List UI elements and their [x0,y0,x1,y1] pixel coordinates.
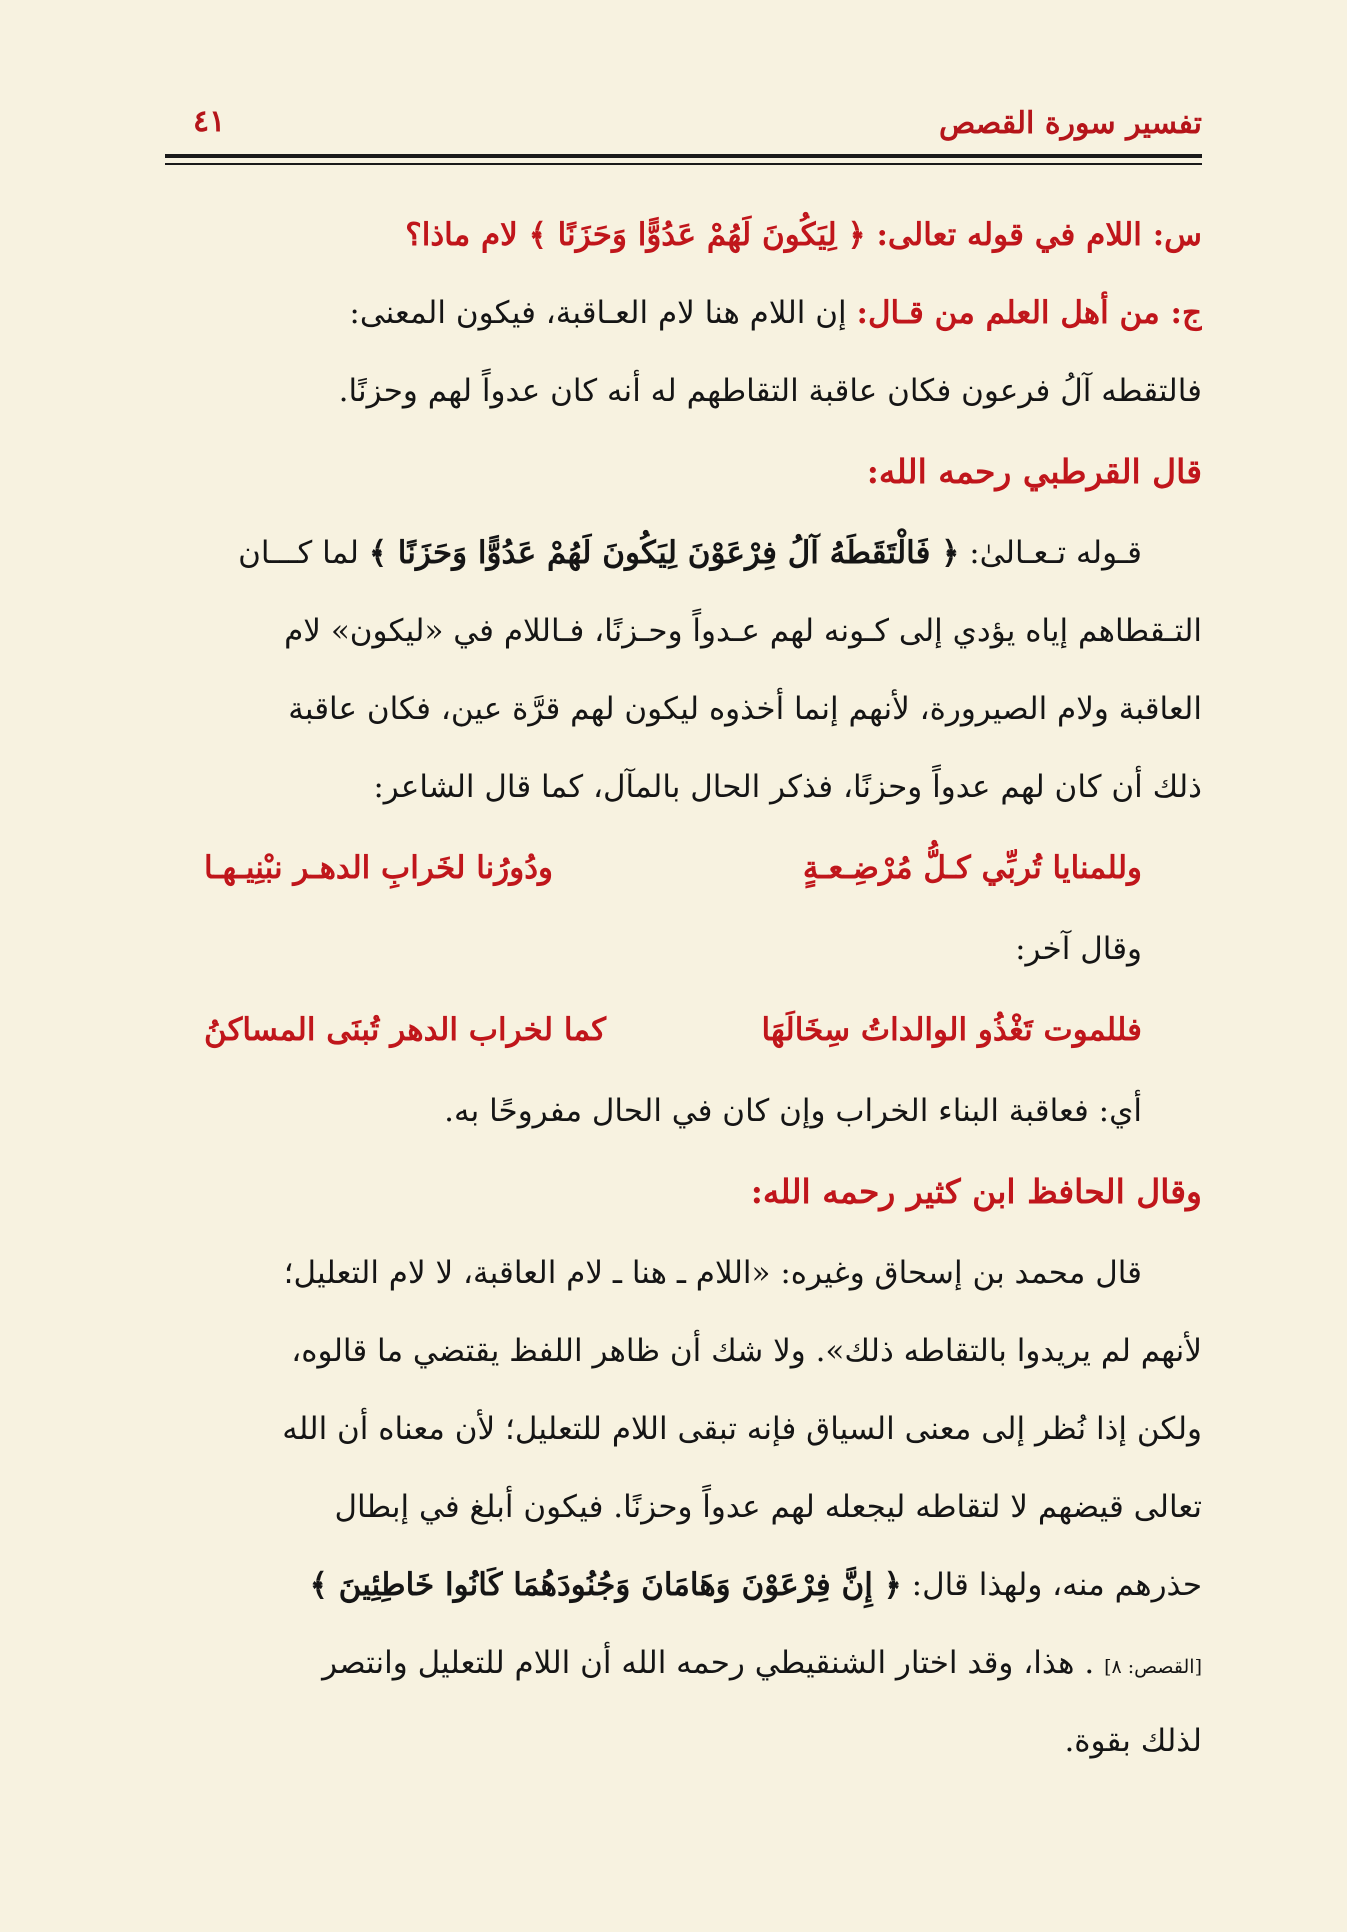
qurtubi-line-4: ذلك أن كان لهم عدواً وحزنًا، فذكر الحال بالمآل، كما قال الشاعر: [373,769,1202,805]
answer-prefix: ج: من أهل العلم من قـال: [856,295,1202,331]
qurtubi-quran: ﴿ فَالْتَقَطَهُ آلُ فِرْعَوْنَ لِيَكُونَ لَهُمْ عَدُوًّا وَحَزَنًا ﴾ [368,535,960,571]
question-line [144,196,1202,274]
ibn-kathir-line6-rest: . هذا، وقد اختار الشنقيطي رحمه الله أن اللام للتعليل وانتصر [322,1645,1095,1681]
answer-line-2: فالتقطه آلُ فرعون فكان عاقبة التقاطهم له أنه كان عدواً لهم وحزنًا. [338,373,1202,409]
question-quran: ﴿ لِيَكُونَ لَهُمْ عَدُوًّا وَحَزَنًا ﴾ [528,217,866,253]
surah-citation: [القصص: ٨] [1104,1656,1202,1678]
qurtubi-heading: قال القرطبي رحمه الله: [866,452,1202,491]
qurtubi-line-2: التـقطاهم إياه يؤدي إلى كـونه لهم عـدواً وحـزنًا، فـاللام في «ليكون» لام [284,613,1202,649]
question-suffix: لام ماذا؟ [405,217,518,253]
page-number: ٤١ [193,104,226,139]
poem-verse-2 [144,988,1202,1072]
qurtubi-line-1 [144,514,1202,592]
verse1-first-hemistich: وللمنايا تُربِّي كـلُّ مُرْضِـعـةٍ [802,850,1142,886]
header-rule-thick [165,154,1202,158]
explanation-line: أي: فعاقبة البناء الخراب وإن كان في الحال مفروحًا به. [444,1093,1142,1129]
ibn-kathir-line-5 [144,1546,1202,1624]
running-title: تفسير سورة القصص [938,106,1202,141]
page-header [165,98,1202,178]
poem-verse-1 [144,826,1202,910]
verse2-first-hemistich: فللموت تَغْذُو الوالداتُ سِخَالَهَا [761,1012,1142,1048]
question-prefix: س: اللام في قوله تعالى: [876,217,1202,253]
ibn-kathir-quran: ﴿ إِنَّ فِرْعَوْنَ وَهَامَانَ وَجُنُودَهُمَا كَانُوا خَاطِئِينَ ﴾ [309,1567,902,1603]
header-rule-thin [165,163,1202,165]
qurtubi-line1-start: قـوله تـعـالىٰ: [969,535,1142,571]
verse2-second-hemistich: كما لخراب الدهر تُبنَى المساكنُ [204,1012,607,1048]
ibn-kathir-line-7: لذلك بقوة. [1064,1723,1202,1759]
other-poet-line: وقال آخر: [1015,931,1142,967]
ibn-kathir-line-6 [144,1624,1202,1702]
qurtubi-line1-end: لما كـــان [238,535,359,571]
qurtubi-line-3: العاقبة ولام الصيرورة، لأنهم إنما أخذوه ليكون لهم قرَّة عين، فكان عاقبة [288,691,1202,727]
ibn-kathir-line-1: قال محمد بن إسحاق وغيره: «اللام ـ هنا ـ لام العاقبة، لا لام التعليل؛ [283,1255,1142,1291]
ibn-kathir-line-3: ولكن إذا نُظر إلى معنى السياق فإنه تبقى اللام للتعليل؛ لأن معناه أن الله [282,1411,1202,1447]
ibn-kathir-heading: وقال الحافظ ابن كثير رحمه الله: [750,1172,1202,1211]
answer-line1-rest: إن اللام هنا لام العـاقبة، فيكون المعنى: [349,295,847,331]
ibn-kathir-line5-start: حذرهم منه، ولهذا قال: [911,1567,1202,1603]
verse1-second-hemistich: ودُورُنا لخَرابِ الدهـر نبْنِيـهـا [204,850,553,886]
answer-line-1 [144,274,1202,352]
ibn-kathir-line-2: لأنهم لم يريدوا بالتقاطه ذلك». ولا شك أن ظاهر اللفظ يقتضي ما قالوه، [291,1333,1202,1369]
page-body [144,196,1202,1780]
ibn-kathir-line-4: تعالى قيضهم لا لتقاطه ليجعله لهم عدواً وحزنًا. فيكون أبلغ في إبطال [334,1489,1202,1525]
